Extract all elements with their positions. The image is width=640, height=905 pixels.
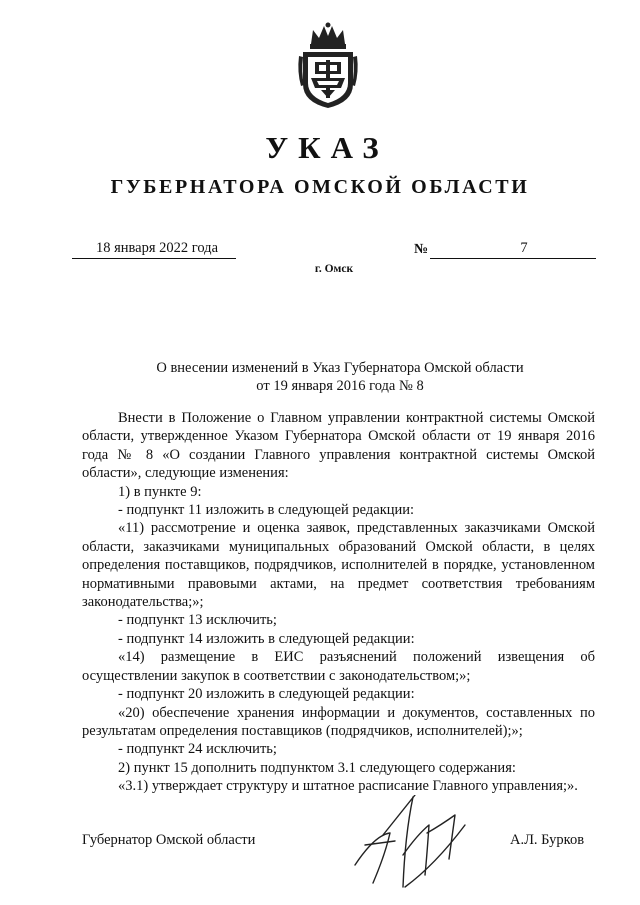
document-body [82, 409, 595, 796]
document-title: УКАЗ [265, 130, 389, 165]
signer-title: Губернатор Омской области [82, 832, 256, 848]
body-paragraph: - подпункт 11 изложить в следующей редакции: [118, 502, 415, 519]
document-subtitle: ГУБЕРНАТОРА ОМСКОЙ ОБЛАСТИ [110, 176, 530, 198]
subject-line-2: от 19 января 2016 года № 8 [256, 378, 424, 394]
subject-line-1: О внесении изменений в Указ Губернатора Омской области [156, 360, 524, 376]
body-paragraph: «20) обеспечение хранения информации и документов, составленных по результатам определения поставщиков (подрядчиков, исполнителей);»; [82, 704, 595, 739]
document-city: г. Омск [314, 263, 354, 275]
document-number: 7 [430, 240, 596, 259]
body-paragraph: «14) размещение в ЕИС разъяснений положений извещения об осуществлении закупок в соответствии с законодательством;»; [82, 649, 595, 684]
omsk-coat-of-arms-icon [297, 22, 359, 110]
body-paragraph: Внести в Положение о Главном управлении контрактной системы Омской области, утвержденное Указом Губернатора Омской области от 19 января 2016 года № 8 «О создании Главного управления контрактной системы Омской области», следующие изменения: [82, 410, 595, 482]
body-paragraph: - подпункт 20 изложить в следующей редакции: [118, 686, 415, 703]
body-paragraph: 1) в пункте 9: [118, 483, 202, 500]
signer-name: А.Л. Бурков [510, 832, 585, 848]
body-paragraph: - подпункт 24 исключить; [118, 741, 277, 758]
body-paragraph: - подпункт 14 изложить в следующей редакции: [118, 630, 415, 647]
body-paragraph: «11) рассмотрение и оценка заявок, представленных заказчиками Омской области, заказчиками муниципальных образований Омской области, в целях определения поставщиков, подрядчиков, исполнителей в порядке, установленном нормативными правовыми актами, на предмет соответствия требованиям законодательства;»; [82, 520, 595, 611]
document-subject [80, 359, 600, 395]
signature-icon [345, 795, 495, 895]
body-paragraph: - подпункт 13 исключить; [118, 612, 277, 629]
body-paragraph: «3.1) утверждает структуру и штатное расписание Главного управления;». [118, 778, 578, 795]
document-date: 18 января 2022 года [72, 240, 236, 259]
number-sign: № [414, 242, 429, 257]
body-paragraph: 2) пункт 15 дополнить подпунктом 3.1 следующего содержания: [118, 759, 516, 776]
